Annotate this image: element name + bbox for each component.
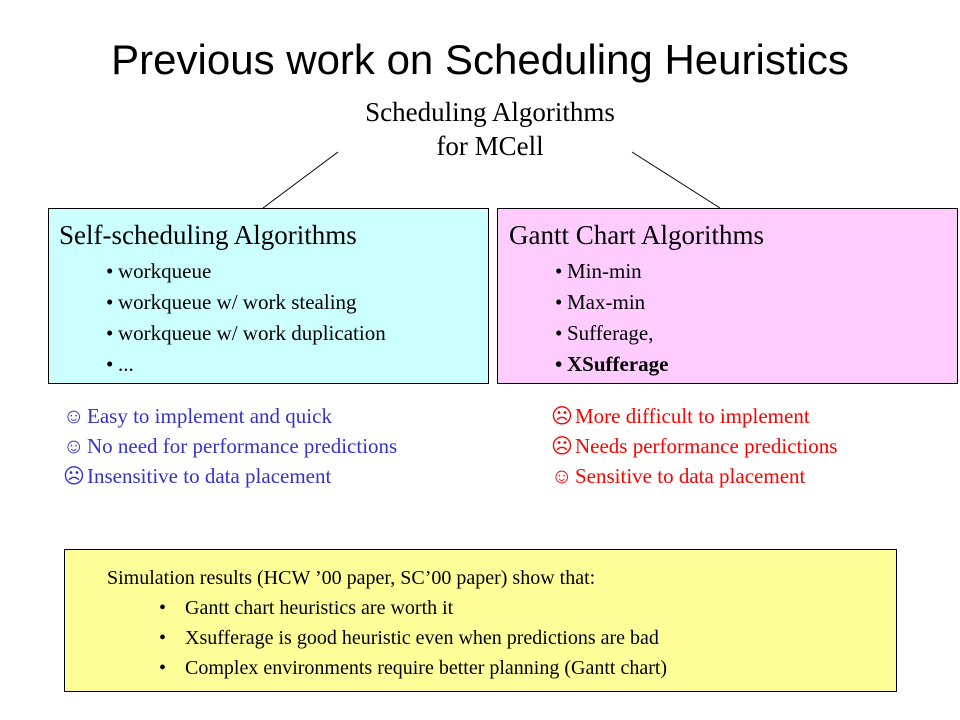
list-item-label: ... — [118, 352, 134, 376]
bullet-icon: • — [106, 290, 114, 314]
list-item — [555, 318, 668, 349]
smiley-face-icon: ☺ — [63, 404, 85, 428]
frowny-face-icon: ☹ — [551, 434, 573, 458]
list-item-label: Xsufferage is good heuristic even when predictions are bad — [185, 627, 659, 649]
self-scheduling-traits — [63, 401, 397, 491]
smiley-face-icon: ☺ — [551, 464, 573, 488]
bullet-icon: • — [555, 259, 563, 283]
list-item — [106, 349, 386, 380]
trait-item — [551, 461, 837, 491]
list-item-label: Complex environments require better planning (Gantt chart) — [185, 657, 668, 679]
trait-text: Needs performance predictions — [575, 434, 838, 458]
gantt-chart-box — [497, 208, 958, 384]
trait-text: Sensitive to data placement — [575, 464, 806, 488]
list-item — [159, 623, 667, 653]
list-item-label: Min-min — [567, 259, 642, 283]
summary-intro: Simulation results (HCW ’00 paper, SC’00 paper) show that: — [107, 567, 596, 589]
list-item — [555, 287, 668, 318]
bullet-icon: • — [555, 321, 563, 345]
bullet-icon: • — [555, 290, 563, 314]
slide-title: Previous work on Scheduling Heuristics — [111, 36, 849, 83]
simulation-summary-box — [64, 549, 897, 692]
gantt-chart-list — [555, 256, 668, 380]
list-item-label: Sufferage, — [567, 321, 654, 345]
gantt-chart-title: Gantt Chart Algorithms — [509, 220, 764, 250]
trait-text: No need for performance predictions — [87, 434, 398, 458]
trait-item — [551, 401, 837, 431]
frowny-face-icon: ☹ — [551, 404, 573, 428]
list-item — [555, 349, 668, 380]
bullet-icon: • — [159, 657, 167, 679]
list-item-label: Gantt chart heuristics are worth it — [185, 597, 454, 619]
bullet-icon: • — [106, 352, 114, 376]
trait-text: Insensitive to data placement — [87, 464, 332, 488]
trait-text: More difficult to implement — [575, 404, 810, 428]
self-scheduling-title: Self-scheduling Algorithms — [59, 220, 357, 250]
trait-text: Easy to implement and quick — [87, 404, 332, 428]
summary-list — [159, 593, 667, 683]
bullet-icon: • — [106, 321, 114, 345]
bullet-icon: • — [106, 259, 114, 283]
list-item — [106, 318, 386, 349]
list-item — [106, 256, 386, 287]
connector-right — [632, 152, 720, 208]
gantt-chart-traits — [551, 401, 837, 491]
root-node-line-2: for MCell — [436, 131, 544, 161]
trait-item — [63, 431, 397, 461]
list-item — [159, 593, 667, 623]
self-scheduling-list — [106, 256, 386, 380]
frowny-face-icon: ☹ — [63, 464, 85, 488]
list-item-label: workqueue — [118, 259, 212, 283]
list-item-label: workqueue w/ work stealing — [118, 290, 357, 314]
connector-left — [263, 152, 338, 208]
bullet-icon: • — [555, 352, 563, 376]
list-item — [555, 256, 668, 287]
list-item-label: Max-min — [567, 290, 646, 314]
trait-item — [551, 431, 837, 461]
root-node-line-1: Scheduling Algorithms — [365, 97, 615, 127]
bullet-icon: • — [159, 627, 167, 649]
list-item-label: XSufferage — [567, 352, 669, 376]
bullet-icon: • — [159, 597, 167, 619]
list-item — [106, 287, 386, 318]
list-item — [159, 653, 667, 683]
self-scheduling-box — [48, 208, 489, 384]
trait-item — [63, 401, 397, 431]
list-item-label: workqueue w/ work duplication — [118, 321, 386, 345]
smiley-face-icon: ☺ — [63, 434, 85, 458]
trait-item — [63, 461, 397, 491]
